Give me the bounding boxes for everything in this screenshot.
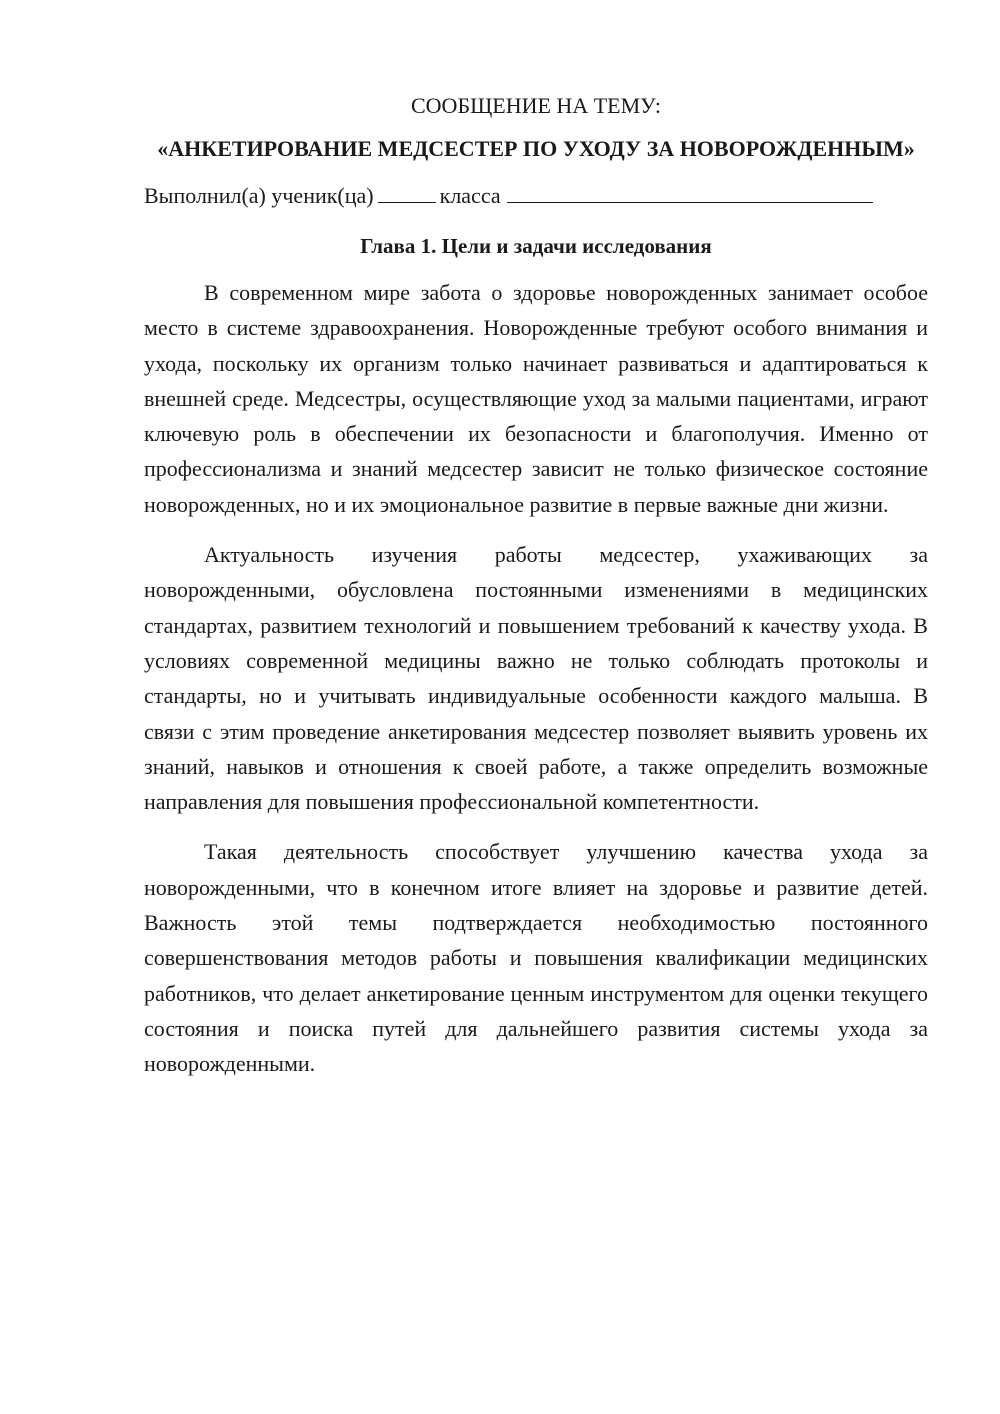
student-name-blank (507, 180, 873, 203)
body-paragraph: Такая деятельность способствует улучшению качества ухода за новорожденными, что в конечном итоге влияет на здоровье и развитие детей. Важность этой темы подтверждается необходимостью постоянного совершенствования методов работы и повышения квалификации медицинских работников, что делает анкетирование ценным инструментом для оценки текущего состояния и поиска путей для дальнейшего развития системы ухода за новорожденными. (144, 839, 928, 1077)
body-paragraph: Актуальность изучения работы медсестер, ухаживающих за новорожденными, обусловлена постоянными изменениями в медицинских стандартах, развитием технологий и повышением требований к качеству ухода. В условиях современной медицины важно не только соблюдать протоколы и стандарты, но и учитывать индивидуальные особенности каждого малыша. В связи с этим проведение анкетирования медсестер позволяет выявить уровень их знаний, навыков и отношения к своей работе, а также определить возможные направления для повышения профессиональной компетентности. (144, 542, 928, 815)
class-label: класса (439, 183, 501, 208)
author-line (144, 180, 928, 212)
chapter-title: Глава 1. Цели и задачи исследования (360, 234, 712, 258)
document-page (144, 90, 928, 1097)
author-prefix: Выполнил(а) ученик(ца) (144, 183, 374, 208)
document-title: «АНКЕТИРОВАНИЕ МЕДСЕСТЕР ПО УХОДУ ЗА НОВОРОЖДЕННЫМ» (157, 136, 915, 161)
body-paragraph: В современном мире забота о здоровье новорожденных занимает особое место в системе здравоохранения. Новорожденные требуют особого внимания и ухода, поскольку их организм только начинает развиваться и адаптироваться к внешней среде. Медсестры, осуществляющие уход за малыми пациентами, играют ключевую роль в обеспечении их безопасности и благополучия. Именно от профессионализма и знаний медсестер зависит не только физическое состояние новорожденных, но и их эмоциональное развитие в первые важные дни жизни. (144, 280, 928, 517)
class-number-blank (378, 180, 436, 203)
topic-heading: СООБЩЕНИЕ НА ТЕМУ: (411, 93, 661, 118)
